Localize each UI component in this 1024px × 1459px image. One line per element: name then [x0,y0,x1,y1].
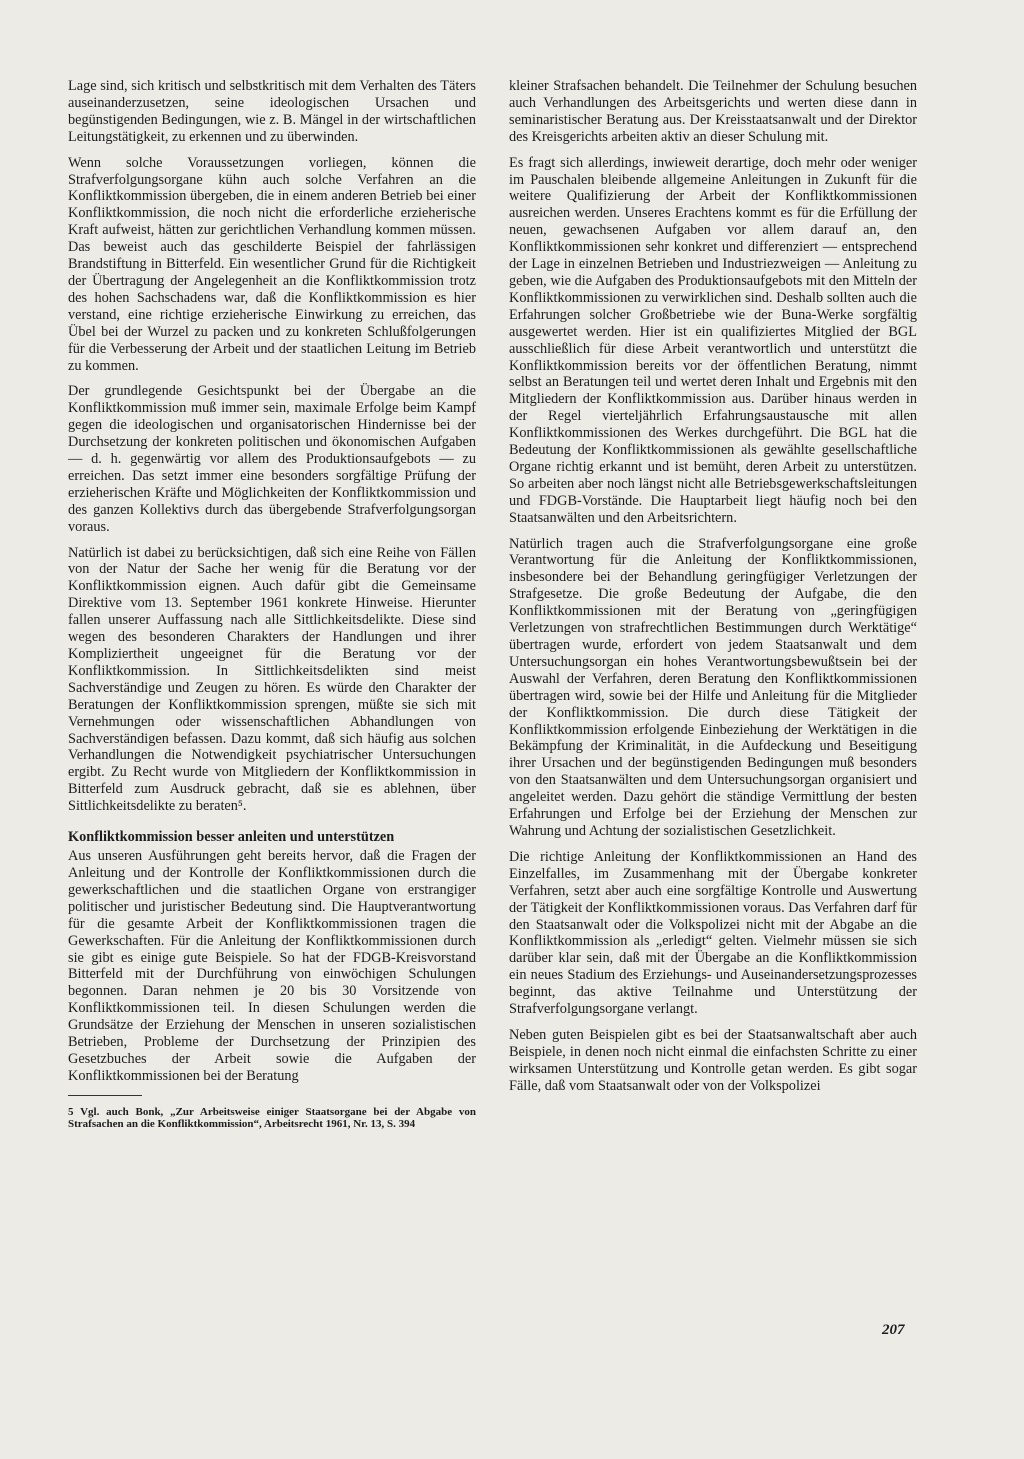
paragraph: Neben guten Beispielen gibt es bei der Staatsanwaltschaft aber auch Beispiele, in denen noch nicht einmal die einfachsten Schritte zu einer wirksamen Unterstützung und Kontrolle getan werden. Es gibt sogar Fälle, daß vom Staatsanwalt oder von der Volkspolizei [509,1026,917,1094]
paragraph: Wenn solche Voraussetzungen vorliegen, können die Strafverfolgungsorgane kühn auch solche Verfahren an die Konfliktkommission übergeben, die in einem anderen Betrieb bei einer Konfliktkommission, die noch nicht die erforderliche erzieherische Kraft aufweist, hätten zur gerichtlichen Verhandlung kommen müssen. Das beweist auch das geschilderte Beispiel der fahrlässigen Brandstiftung in Bitterfeld. Ein wesentlicher Grund für die Richtigkeit der Übertragung der Angelegenheit an die Konfliktkommission trotz des hohen Sachschadens war, daß die Konfliktkommission es hier verstand, eine richtige erzieherische Einwirkung zu erreichen, das Übel bei der Wurzel zu packen und zu konkreten Schlußfolgerungen für die Verbesserung der Arbeit und der staatlichen Leitung im Betrieb zu kommen. [68,154,476,374]
paragraph: Aus unseren Ausführungen geht bereits hervor, daß die Fragen der Anleitung und der Kontrolle der Konfliktkommissionen durch die gewerkschaftlichen und die staatlichen Organe von erstrangiger politischer und juristischer Bedeutung sind. Die Hauptverantwortung für die gesamte Arbeit der Konfliktkommissionen tragen die Gewerkschaften. Für die Anleitung der Konfliktkommissionen durch sie gibt es einige gute Beispiele. So hat der FDGB-Kreisvorstand Bitterfeld mit der Durchführung von einwöchigen Schulungen begonnen. Daran nehmen je 20 bis 30 Vorsitzende von Konfliktkommissionen teil. In diesen Schulungen werden die Grundsätze der Erziehung der Menschen in unseren sozialistischen Betrieben, Probleme der Durchsetzung der Prinzipien des Gesetzbuches der Arbeit sowie die Aufgaben der Konfliktkommissionen bei der Beratung [68,848,476,1084]
paragraph: Natürlich ist dabei zu berücksichtigen, daß sich eine Reihe von Fällen von der Natur der Sache her wenig für die Beratung vor der Konfliktkommission eignen. Auch dafür gibt die Gemeinsame Direktive vom 13. September 1961 konkrete Hinweise. Hierunter fallen unserer Auffassung nach alle Sittlichkeitsdelikte. Diese sind wegen des besonderen Charakters der Handlungen und ihrer Kompliziertheit ungeeignet für die Beratung vor der Konfliktkommission. In Sittlichkeitsdelikten sind meist Sachverständige und Zeugen zu hören. Es würde den Charakter der Beratungen der Konfliktkommission sprengen, müßte sie sich mit Vernehmungen oder wissenschaftlichen Abhandlungen von Sachverständigen befassen. Dazu kommt, daß sich häufig aus solchen Verhandlungen die Notwendigkeit psychiatrischer Untersuchungen ergibt. Zu Recht wurde von Mitgliedern der Konfliktkommission in Bitterfeld zum Ausdruck gebracht, daß sie es ablehnen, über Sittlichkeitsdelikte zu beraten⁵. [68,544,476,815]
paragraph: Es fragt sich allerdings, inwieweit derartige, doch mehr oder weniger im Pauschalen bleibende allgemeine Anleitungen in Zukunft für die weitere Qualifizierung der Arbeit der Konfliktkommissionen ausreichen werden. Unseres Erachtens kommt es für die Erfüllung der neuen, gewachsenen Aufgaben vor allem darauf an, den Konfliktkommissionen sehr konkret und differenziert — entsprechend der Lage in einzelnen Betrieben und Industriezweigen — Anleitung zu geben, wie die Aufgaben des Produktionsaufgebots mit den Mitteln der Konfliktkommissionen zu verwirklichen sind. Deshalb sollten auch die Erfahrungen solcher Großbetriebe wie der Buna-Werke sorgfältig ausgewertet werden. Hier ist ein qualifiziertes Mitglied der BGL ausschließlich für diese Arbeit verantwortlich und unterstützt die Konfliktkommission bereits vor der öffentlichen Beratung, nimmt selbst an Beratungen teil und wertet deren Inhalt und Ergebnis mit den Mitgliedern der Konfliktkommission aus. Darüber hinaus werden in der Regel vierteljährlich Erfahrungsaustausche mit allen Konfliktkommissionen des Werkes durchgeführt. Die BGL hat die Bedeutung der Konfliktkommissionen als gewählte gesellschaftliche Organe richtig erkannt und ist bemüht, deren Arbeit zu unterstützen. So arbeiten aber noch längst nicht alle Betriebsgewerkschaftsleitungen und FDGB-Vorstände. Die Hauptarbeit liegt häufig noch bei den Staatsanwälten und den Arbeitsrichtern. [509,154,917,526]
page-number: 207 [882,1322,905,1338]
paragraph: Der grundlegende Gesichtspunkt bei der Übergabe an die Konfliktkommission muß immer sein, maximale Erfolge beim Kampf gegen die ideologischen und organisatorischen Hindernisse bei der Durchsetzung der konkreten politischen und ökonomischen Aufgaben — d. h. gegenwärtig vor allem des Produktionsaufgebots — zu erreichen. Das setzt immer eine besonders sorgfältige Prüfung der erzieherischen Kräfte und Möglichkeiten der Konfliktkommission und des ganzen Kollektivs durch das übergebende Strafverfolgungsorgan voraus. [68,383,476,535]
left-column [68,78,476,1140]
paragraph: Lage sind, sich kritisch und selbstkritisch mit dem Verhalten des Täters auseinanderzusetzen, seine ideologischen Ursachen und begünstigenden Bedingungen, wie z. B. Mängel in der wirtschaftlichen Leitungstätigkeit, zu erkennen und zu überwinden. [68,78,476,145]
paragraph: Natürlich tragen auch die Strafverfolgungsorgane eine große Verantwortung für die Anleitung der Konfliktkommissionen, insbesondere bei der Behandlung geringfügiger Verletzungen der Strafgesetze. Die große Bedeutung der Aufgabe, die den Konfliktkommissionen mit der Beratung von „geringfügigen Verletzungen von strafrechtlichen Bestimmungen durch Werktätige“ übertragen wurde, erfordert von jedem Staatsanwalt und dem Untersuchungsorgan ein hohes Verantwortungsbewußtsein bei der Auswahl der Verfahren, deren Beratung den Konfliktkommissionen übertragen wird, sowie bei der Hilfe und Anleitung für die Mitglieder der Konfliktkommission. Die durch diese Tätigkeit der Konfliktkommission erfolgende Einbeziehung der Werktätigen in die Bekämpfung der Kriminalität, in die Aufdeckung und Beseitigung ihrer Ursachen und der begünstigenden Bedingungen muß besonders von den Staatsanwälten und dem Untersuchungsorgan organisiert und angeleitet werden. Dazu gehört die ständige Vermittlung der besten Erfahrungen und Erfolge bei der Erziehung der Menschen zur Wahrung und Achtung der sozialistischen Gesetzlichkeit. [509,535,917,839]
right-column [509,78,917,1104]
section-heading: Konfliktkommission besser anleiten und unterstützen [68,829,395,846]
paragraph: kleiner Strafsachen behandelt. Die Teilnehmer der Schulung besuchen auch Verhandlungen des Arbeitsgerichts und werten diese dann in seminaristischer Beratung aus. Der Kreisstaatsanwalt und der Direktor des Kreisgerichts arbeiten aktiv an dieser Schulung mit. [509,78,917,145]
paragraph: Die richtige Anleitung der Konfliktkommissionen an Hand des Einzelfalles, im Zusammenhang mit der Übergabe konkreter Verfahren, setzt aber auch eine sorgfältige Kontrolle und Auswertung der Tätigkeit der Konfliktkommissionen voraus. Das Verfahren darf für den Staatsanwalt oder die Volkspolizei nicht mit der Abgabe an die Konfliktkommission als „erledigt“ gelten. Vielmehr müssen sie sich darüber klar sein, daß mit der Übergabe an die Konfliktkommission ein neues Stadium des Erziehungs- und Auseinandersetzungsprozesses beginnt, das aktive Teilnahme und Unterstützung der Strafverfolgungsorgane verlangt. [509,848,918,1018]
footnote: 5 Vgl. auch Bonk, „Zur Arbeitsweise einiger Staatsorgane bei der Abgabe von Strafsachen an die Konfliktkommission“, Arbeitsrecht 1961, Nr. 13, S. 394 [68,1105,476,1131]
footnote-divider [68,1095,142,1096]
